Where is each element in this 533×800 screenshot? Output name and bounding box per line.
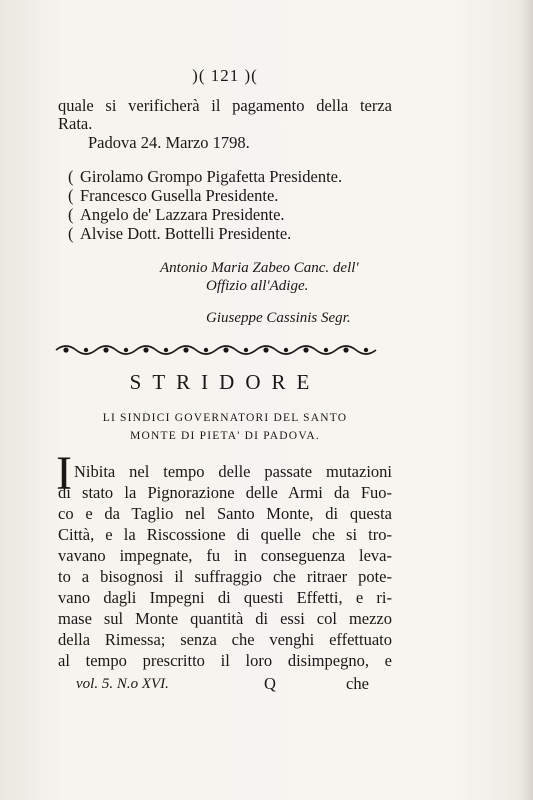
bracket-glyph: ( — [68, 167, 74, 186]
signatory-line — [68, 224, 291, 244]
body-line: al tempo prescritto il loro disimpegno, e — [58, 651, 392, 670]
body-line: di stato la Pignorazione delle Armi da Fuo- — [58, 483, 392, 502]
body-line: co e da Taglio nel Santo Monte, di questa — [58, 504, 392, 523]
catch-letter: Q — [264, 674, 276, 693]
document-title: STRIDORE — [129, 370, 321, 394]
body-line: vavano impegnate, fu in conseguenza leva- — [58, 546, 392, 565]
signatory-name: Francesco Gusella Presidente. — [80, 186, 279, 205]
body-line: to a bisognosi il suffraggio che ritraer pote- — [58, 567, 392, 586]
chancellor-line-2: Offizio all'Adige. — [206, 278, 309, 294]
subtitle-line-2: MONTE DI PIETA' DI PADOVA. — [130, 430, 320, 442]
subtitle-line-1: LI SINDICI GOVERNATORI DEL SANTO — [102, 412, 348, 424]
body-line: vano dagli Impegni di questi Effetti, e ri- — [58, 588, 392, 607]
ornamental-border — [54, 342, 384, 358]
body-line: mase sul Monte quantità di essi col mezzo — [58, 609, 392, 628]
signatory-line — [68, 167, 342, 187]
bracket-glyph: ( — [68, 205, 74, 224]
dateline: Padova 24. Marzo 1798. — [88, 133, 250, 152]
signatory-name: Angelo de' Lazzara Presidente. — [80, 205, 285, 224]
catchword: che — [346, 674, 369, 693]
opening-line-2: Rata. — [58, 114, 93, 133]
signatory-name: Alvise Dott. Bottelli Presidente. — [80, 224, 292, 243]
bracket-glyph: ( — [68, 224, 74, 243]
drop-cap: I — [56, 447, 72, 500]
body-line: Nibita nel tempo delle passate mutazioni — [74, 462, 392, 481]
signatory-line — [68, 205, 285, 225]
page-edge-shadow — [519, 0, 533, 800]
opening-line-1: quale si verificherà il pagamento della terza — [58, 96, 392, 115]
page-number: )( 121 )( — [192, 66, 258, 85]
signatory-line — [68, 186, 278, 206]
signature-mark: vol. 5. N.o XVI. — [76, 676, 169, 692]
secretary-line: Giuseppe Cassinis Segr. — [206, 310, 351, 326]
chancellor-line-1: Antonio Maria Zabeo Canc. dell' — [160, 260, 359, 276]
body-line: Città, e la Riscossione di quelle che si tro- — [58, 525, 392, 544]
bracket-glyph: ( — [68, 186, 74, 205]
signatory-name: Girolamo Grompo Pigafetta Presidente. — [80, 167, 343, 186]
body-line: della Rimessa; senza che venghi effettuato — [58, 630, 392, 649]
